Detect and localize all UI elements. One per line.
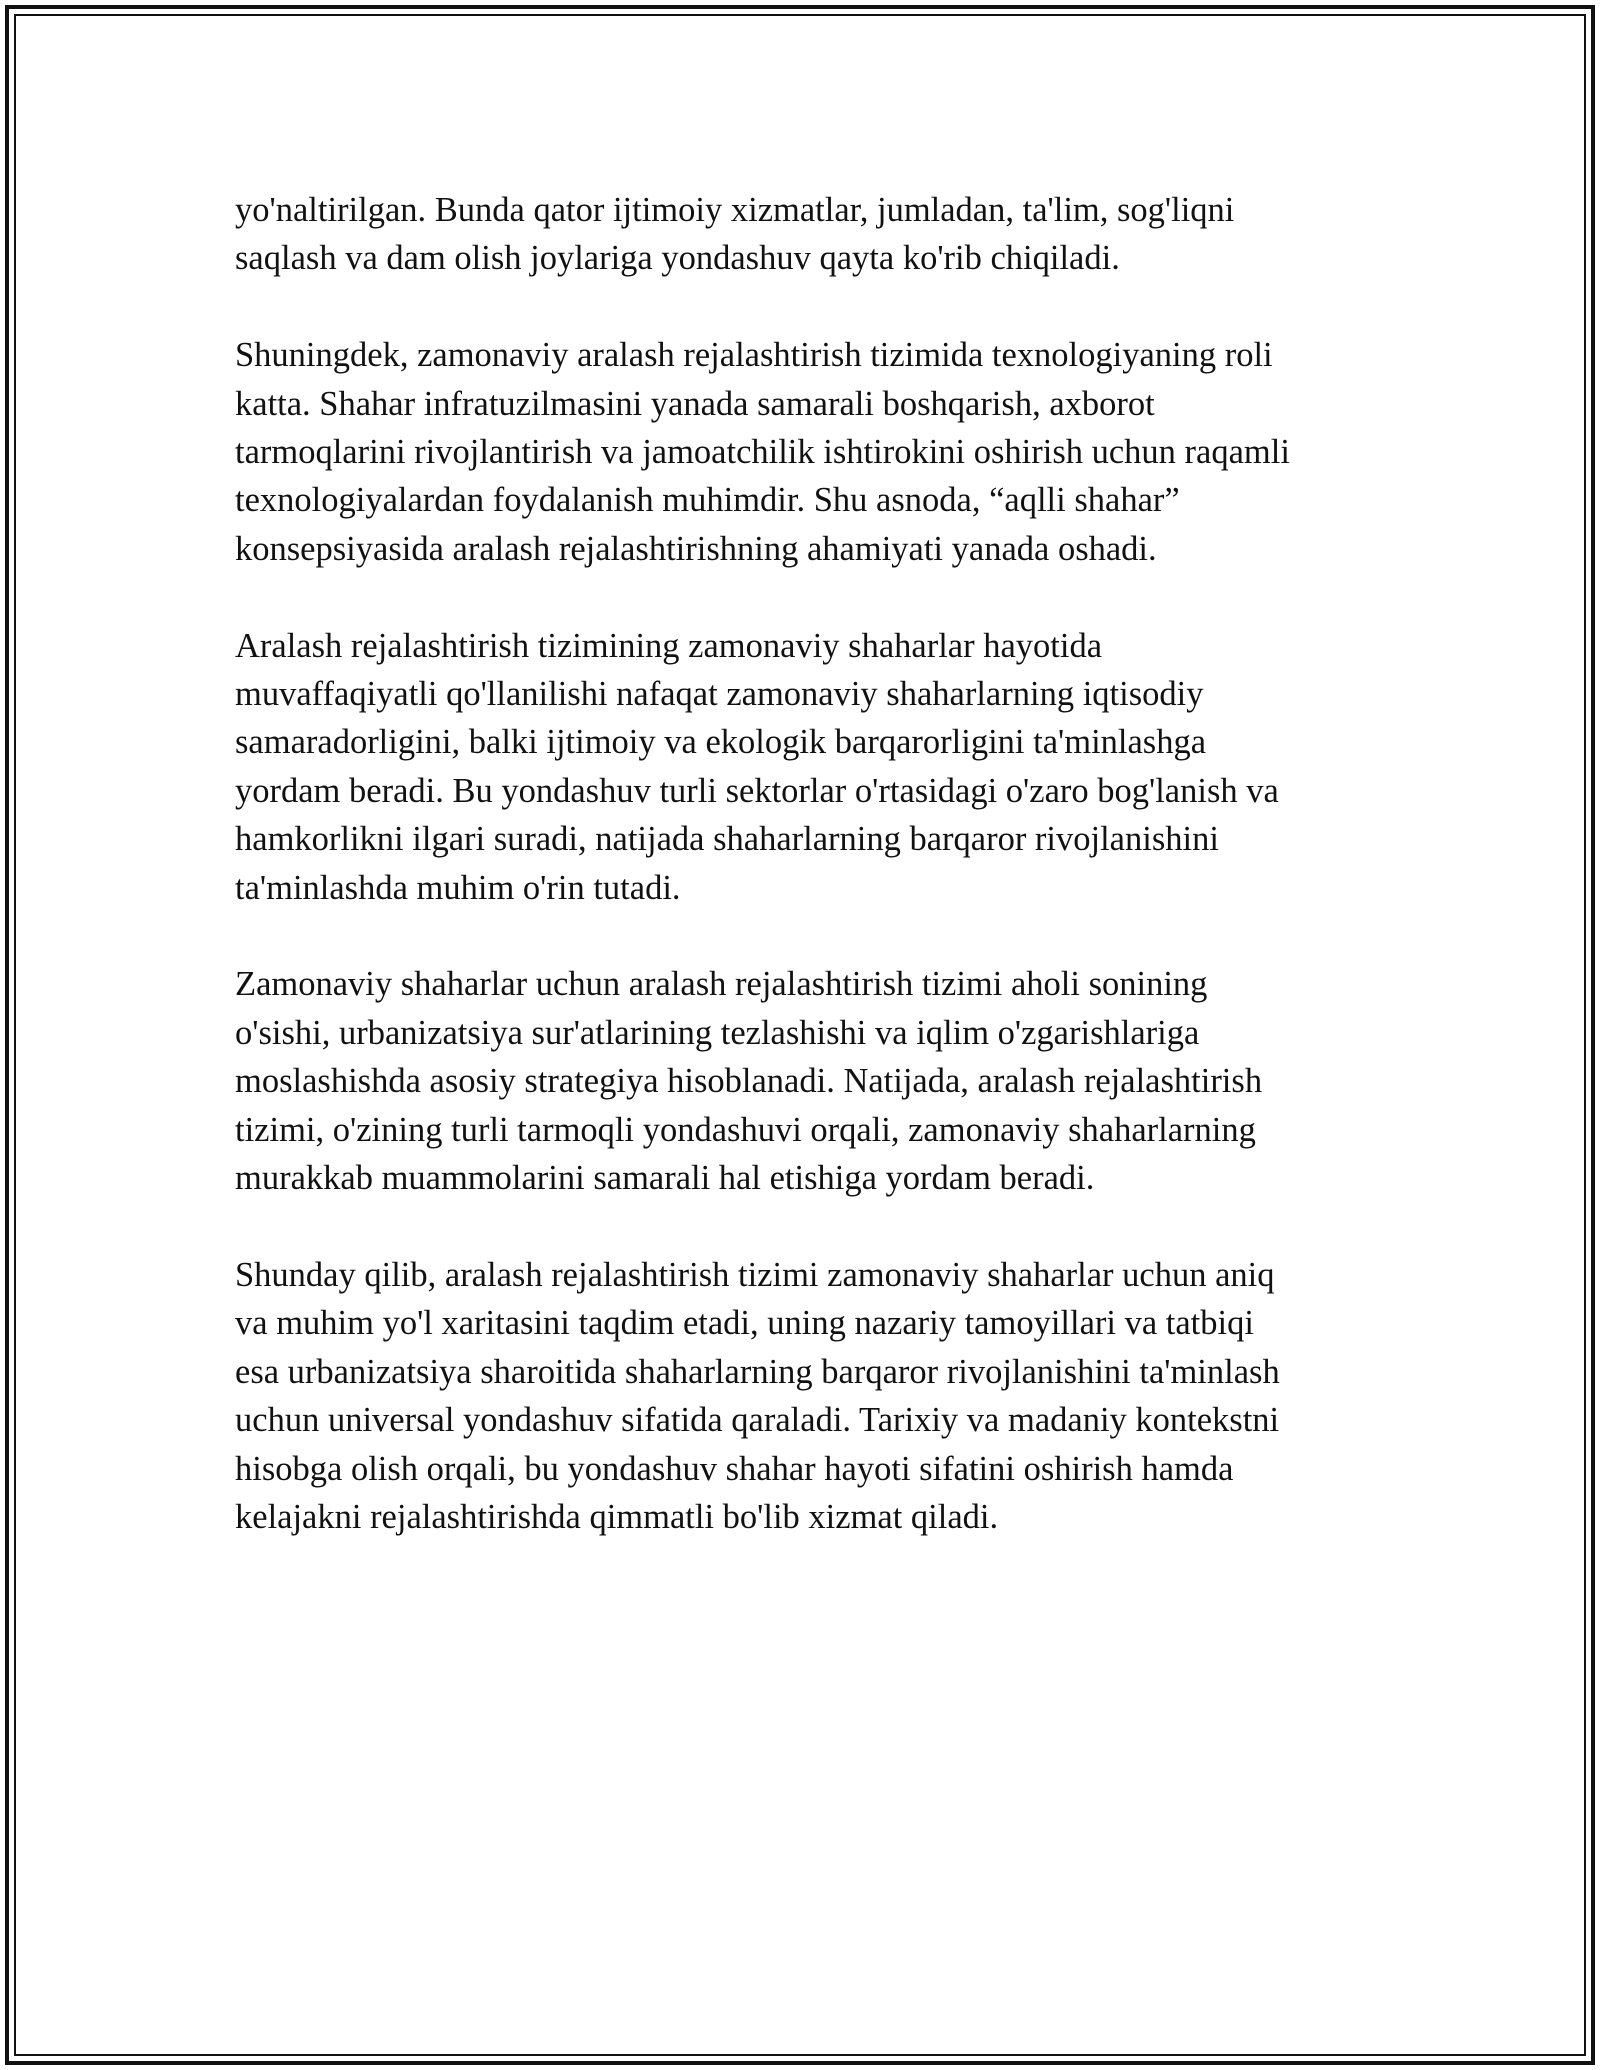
paragraph-5: Shunday qilib, aralash rejalashtirish tizimi zamonaviy shaharlar uchun aniq va muhim yo'l xaritasini taqdim etadi, uning nazariy tamoyillari va tatbiqi esa urbanizatsiya sharoitida shaharlarning barqaror rivojlanishini ta'minlash uchun universal yondashuv sifatida qaraladi. Tarixiy va madaniy kontekstni hisobga olish orqali, bu yondashuv shahar hayoti sifatini oshirish hamda kelajakni rejalashtirishda qimmatli bo'lib xizmat qiladi.: [235, 1255, 1280, 1536]
paragraph-4: Zamonaviy shaharlar uchun aralash rejalashtirish tizimi aholi sonining o'sishi, urbanizatsiya sur'atlarining tezlashishi va iqlim o'zgarishlariga moslashishda asosiy strategiya hisoblanadi. Natijada, aralash rejalashtirish tizimi, o'zining turli tarmoqli yondashuvi orqali, zamonaviy shaharlarning murakkab muammolarini samarali hal etishiga yordam beradi.: [235, 965, 1263, 1198]
paragraph-3: Aralash rejalashtirish tizimining zamonaviy shaharlar hayotida muvaffaqiyatli qo'llanilishi nafaqat zamonaviy shaharlarning iqtisodiy samaradorligini, balki ijtimoiy va ekologik barqarorligini ta'minlashga yordam beradi. Bu yondashuv turli sektorlar o'rtasidagi o'zaro bog'lanish va hamkorlikni ilgari suradi, natijada shaharlarning barqaror rivojlanishini ta'minlashda muhim o'rin tutadi.: [235, 626, 1279, 907]
document-body: [235, 186, 1395, 1541]
paragraph-2: Shuningdek, zamonaviy aralash rejalashtirish tizimida texnologiyaning roli katta. Shahar infratuzilmasini yanada samarali boshqarish, axborot tarmoqlarini rivojlantirish va jamoatchilik ishtirokini oshirish uchun raqamli texnologiyalardan foydalanish muhimdir. Shu asnoda, “aqlli shahar” konsepsiyasida aralash rejalashtirishning ahamiyati yanada oshadi.: [235, 336, 1290, 568]
paragraph-1: yo'naltirilgan. Bunda qator ijtimoiy xizmatlar, jumladan, ta'lim, sog'liqni saqlash va dam olish joylariga yondashuv qayta ko'rib chiqiladi.: [235, 191, 1235, 278]
